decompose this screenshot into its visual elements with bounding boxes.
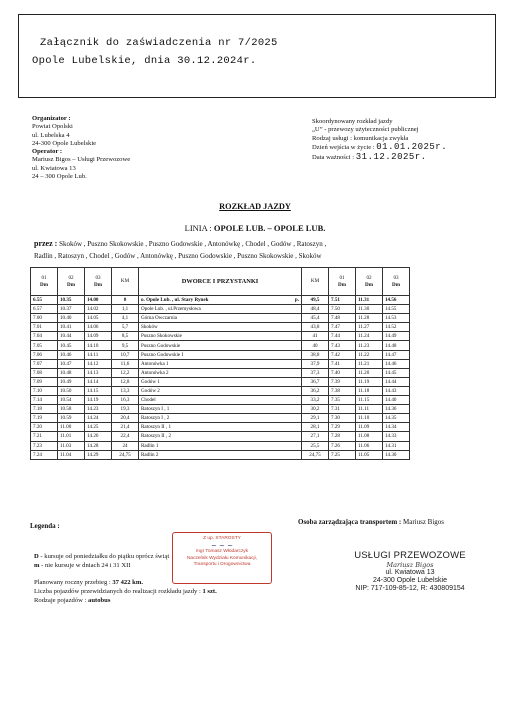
- cell-e: 11.23: [356, 341, 383, 350]
- cell-f: 14.33: [383, 432, 410, 441]
- validity-date-value: 31.12.2025r.: [355, 151, 427, 162]
- cell-km2: 28,1: [302, 423, 329, 432]
- cell-km2: 24,75: [302, 450, 329, 459]
- organizer-line: Powiat Opolski: [32, 123, 73, 131]
- cell-d: 7.39: [329, 377, 356, 386]
- stop-name-text: Puszno Godowskie I: [141, 351, 184, 358]
- cell-c: 14.29: [85, 450, 112, 459]
- table-row: [31, 423, 410, 432]
- stop-name: [139, 414, 302, 423]
- cell-d: 7.48: [329, 314, 356, 323]
- cell-d: 7.28: [329, 432, 356, 441]
- table-row: [31, 305, 410, 314]
- cell-km2: 29,1: [302, 414, 329, 423]
- cell-a: 6.55: [31, 296, 58, 305]
- cell-c: 14.12: [85, 359, 112, 368]
- cell-km2: 36,7: [302, 377, 329, 386]
- cell-km2: 40: [302, 341, 329, 350]
- table-row: [31, 296, 410, 305]
- cell-e: 11.30: [356, 305, 383, 314]
- info-line: Rodzaj usługi : komunikacja zwykła: [312, 134, 409, 142]
- organizer-line: 24-300 Opole Lubelskie: [32, 139, 97, 147]
- code-m-desc: - nie kursuje w dniach 24 i 31 XII: [41, 562, 131, 569]
- cell-f: 14.35: [383, 414, 410, 423]
- stop-name-text: Antonówka 2: [141, 369, 169, 376]
- stop-name: [139, 377, 302, 386]
- info-line: Skoordynowany rozkład jazdy: [312, 118, 393, 125]
- cell-km1: 8,5: [112, 332, 139, 341]
- cell-d: 7.38: [329, 386, 356, 395]
- cell-f: 14.47: [383, 350, 410, 359]
- stop-name: [139, 350, 302, 359]
- cell-a: 7.21: [31, 432, 58, 441]
- cell-km2: 48,4: [302, 305, 329, 314]
- stop-name-text: Górna Owczarnia: [141, 315, 178, 322]
- cell-km1: 24: [112, 441, 139, 450]
- cell-a: 6.57: [31, 305, 58, 314]
- stop-name: [139, 386, 302, 395]
- attachment-place-date: Opole Lubelskie, dnia 30.12.2024r.: [32, 55, 257, 67]
- stop-name-text: Ratoszyn II , 2: [141, 433, 171, 440]
- stop-marker: p.: [294, 297, 299, 304]
- cell-c: 14.00: [85, 296, 112, 305]
- stamp-line: Z up. STAROSTY: [203, 536, 241, 541]
- cell-b: 10.59: [58, 414, 85, 423]
- table-row: [31, 332, 410, 341]
- cell-b: 10.41: [58, 323, 85, 332]
- cell-f: 14.53: [383, 314, 410, 323]
- stop-name: [139, 305, 302, 314]
- cell-b: 10.40: [58, 314, 85, 323]
- table-row: [31, 314, 410, 323]
- cell-d: 7.41: [329, 359, 356, 368]
- cell-b: 11.00: [58, 423, 85, 432]
- cell-b: 10.49: [58, 377, 85, 386]
- cell-km1: 11,6: [112, 359, 139, 368]
- table-row: [31, 386, 410, 395]
- line-heading: [0, 223, 510, 233]
- stop-name-text: Puszno Skokowskie: [141, 333, 182, 340]
- cell-b: 11.04: [58, 450, 85, 459]
- cell-a: 7.00: [31, 314, 58, 323]
- stop-name: [139, 368, 302, 377]
- cell-c: 14.13: [85, 368, 112, 377]
- cell-km1: 16,3: [112, 396, 139, 405]
- timetable-header: [31, 268, 410, 296]
- code-d: D: [34, 553, 39, 560]
- vehicle-count-value: 1 szt.: [202, 588, 217, 595]
- stop-name: [139, 359, 302, 368]
- stop-name-text: Ratoszyn I , 1: [141, 406, 170, 413]
- cell-b: 11.01: [58, 432, 85, 441]
- cell-e: 11.19: [356, 377, 383, 386]
- cell-b: 10.58: [58, 405, 85, 414]
- cell-f: 14.46: [383, 359, 410, 368]
- stamp-signature: Mariusz Bigos: [386, 561, 434, 569]
- stop-name: [139, 396, 302, 405]
- cell-f: 14.43: [383, 386, 410, 395]
- col-km: KM: [112, 268, 139, 296]
- col-km-return: KM: [302, 268, 329, 296]
- cell-d: 7.44: [329, 332, 356, 341]
- cell-d: 7.31: [329, 405, 356, 414]
- stamp-line: Transportu i Drogownictwa: [193, 562, 251, 567]
- cell-d: 7.47: [329, 323, 356, 332]
- cell-d: 7.35: [329, 396, 356, 405]
- stop-name: [139, 432, 302, 441]
- stop-name: [139, 423, 302, 432]
- stop-name-text: Ratoszyn II , 1: [141, 424, 171, 431]
- table-row: [31, 359, 410, 368]
- table-row: [31, 396, 410, 405]
- cell-d: 7.40: [329, 368, 356, 377]
- stop-name: [139, 405, 302, 414]
- cell-e: 11.06: [356, 441, 383, 450]
- cell-c: 14.05: [85, 314, 112, 323]
- line-value: OPOLE LUB. – OPOLE LUB.: [213, 223, 326, 233]
- cell-e: 11.11: [356, 405, 383, 414]
- stop-name-text: Skoków: [141, 324, 158, 331]
- cell-e: 11.15: [356, 396, 383, 405]
- stop-name: [139, 332, 302, 341]
- cell-km1: 10,7: [112, 350, 139, 359]
- cell-c: 14.28: [85, 441, 112, 450]
- stamp-line: mgr Tomasz Włodarczyk: [195, 549, 249, 554]
- cell-a: 7.04: [31, 332, 58, 341]
- cell-e: 11.28: [356, 314, 383, 323]
- stamp-line: ul. Kwiatowa 13: [385, 569, 435, 576]
- starosta-stamp: [172, 532, 272, 584]
- cell-km2: 45,4: [302, 314, 329, 323]
- cell-b: 10.47: [58, 359, 85, 368]
- cell-km1: 13,3: [112, 386, 139, 395]
- stamp-line: Naczelnik Wydziału Komunikacji,: [186, 555, 258, 561]
- effective-date-value: 01.01.2025r.: [376, 142, 448, 153]
- operator-line: Mariusz Bigos – Usługi Przewozowe: [32, 156, 131, 164]
- operator-line: 24 – 300 Opole Lub.: [32, 173, 87, 181]
- table-row: [31, 432, 410, 441]
- cell-km1: 12,2: [112, 368, 139, 377]
- cell-b: 10.35: [58, 296, 85, 305]
- cell-km1: 1,1: [112, 305, 139, 314]
- col-01: 01 Dm: [31, 268, 58, 296]
- col-r03: 03 Dm: [383, 268, 410, 296]
- operator-label: Operator :: [32, 148, 63, 156]
- table-row: [31, 341, 410, 350]
- stop-name-text: Ratoszyn I , 2: [141, 415, 170, 422]
- cell-b: 10.48: [58, 368, 85, 377]
- col-03: 03 Dm: [85, 268, 112, 296]
- stop-name-text: Chodel: [141, 397, 156, 404]
- cell-c: 14.25: [85, 423, 112, 432]
- cell-km2: 37,3: [302, 368, 329, 377]
- stop-name: [139, 323, 302, 332]
- stop-name-text: o. Opole Lub. , ul. Stary Rynek: [141, 297, 209, 304]
- cell-c: 14.15: [85, 386, 112, 395]
- timetable: [30, 267, 410, 460]
- cell-b: 10.50: [58, 386, 85, 395]
- table-row: [31, 405, 410, 414]
- cell-d: 7.29: [329, 423, 356, 432]
- cell-km2: 37,9: [302, 359, 329, 368]
- cell-e: 11.05: [356, 450, 383, 459]
- cell-km2: 38,8: [302, 350, 329, 359]
- cell-e: 11.22: [356, 350, 383, 359]
- cell-c: 14.11: [85, 350, 112, 359]
- stop-name-text: Radlin 1: [141, 442, 159, 449]
- page-title: ROZKŁAD JAZDY: [219, 202, 291, 211]
- cell-a: 7.08: [31, 368, 58, 377]
- cell-f: 14.31: [383, 441, 410, 450]
- cell-km2: 27,1: [302, 432, 329, 441]
- table-row: [31, 414, 410, 423]
- code-d-desc: - kursuje od poniedziałku do piątku oprócz świąt: [40, 553, 170, 560]
- organizer-block: [32, 115, 130, 181]
- cell-a: 7.14: [31, 396, 58, 405]
- cell-a: 7.09: [31, 377, 58, 386]
- vehicle-type-label: Rodzaje pojazdów :: [34, 597, 87, 604]
- cell-km1: 24,75: [112, 450, 139, 459]
- validity-date-label: Data ważności :: [312, 153, 355, 161]
- cell-f: 14.30: [383, 450, 410, 459]
- transport-manager-name: Mariusz Bigos: [402, 518, 445, 526]
- table-row: [31, 441, 410, 450]
- cell-km2: 49,5: [302, 296, 329, 305]
- cell-c: 14.02: [85, 305, 112, 314]
- cell-a: 7.19: [31, 414, 58, 423]
- annual-mileage-value: 37 422 km.: [112, 579, 143, 586]
- cell-e: 11.09: [356, 423, 383, 432]
- cell-f: 14.49: [383, 332, 410, 341]
- cell-d: 7.42: [329, 350, 356, 359]
- cell-e: 11.08: [356, 432, 383, 441]
- cell-d: 7.30: [329, 414, 356, 423]
- cell-a: 7.10: [31, 386, 58, 395]
- legend-codes: [34, 552, 169, 570]
- vehicle-count-label: Liczba pojazdów przewidzianych do realizacji rozkładu jazdy :: [34, 588, 201, 595]
- table-row: [31, 368, 410, 377]
- cell-a: 7.23: [31, 441, 58, 450]
- cell-d: 7.43: [329, 341, 356, 350]
- table-row: [31, 350, 410, 359]
- info-line: „U” - przewozy użyteczności publicznej: [312, 126, 419, 134]
- cell-f: 14.52: [383, 323, 410, 332]
- col-stops: DWORCE I PRZYSTANKI: [139, 268, 302, 296]
- cell-e: 11.10: [356, 414, 383, 423]
- cell-km1: 0: [112, 296, 139, 305]
- stop-name-text: Godów 1: [141, 378, 160, 385]
- operator-line: ul. Kwiatowa 13: [32, 164, 76, 172]
- via-text-2: Radlin , Ratoszyn , Chodel , Godów , Antonówkę , Puszno Godowskie , Puszno Skokowskie , Skoków: [34, 252, 322, 260]
- cell-e: 11.18: [356, 386, 383, 395]
- cell-f: 14.40: [383, 396, 410, 405]
- cell-b: 11.03: [58, 441, 85, 450]
- schedule-info-block: [312, 118, 447, 162]
- table-row: [31, 323, 410, 332]
- via-label: przez :: [34, 239, 58, 248]
- cell-km1: 21,4: [112, 423, 139, 432]
- signature-mark: ~ ~ ~: [210, 541, 234, 550]
- cell-a: 7.24: [31, 450, 58, 459]
- stop-name: [139, 296, 302, 305]
- cell-km1: 22,4: [112, 432, 139, 441]
- col-r01: 01 Dm: [329, 268, 356, 296]
- cell-b: 10.45: [58, 341, 85, 350]
- route-via: [34, 238, 484, 262]
- cell-e: 11.21: [356, 359, 383, 368]
- cell-km2: 25,5: [302, 441, 329, 450]
- cell-km2: 41: [302, 332, 329, 341]
- cell-a: 7.18: [31, 405, 58, 414]
- cell-f: 14.34: [383, 423, 410, 432]
- cell-a: 7.07: [31, 359, 58, 368]
- transport-manager-label: Osoba zarządzająca transportem :: [298, 518, 402, 526]
- cell-e: 11.24: [356, 332, 383, 341]
- cell-c: 14.14: [85, 377, 112, 386]
- cell-c: 14.26: [85, 432, 112, 441]
- cell-c: 14.19: [85, 396, 112, 405]
- stop-name: [139, 341, 302, 350]
- cell-c: 14.24: [85, 414, 112, 423]
- stamp-line: NIP: 717-109-85-12, R: 430809154: [355, 585, 465, 592]
- cell-d: 7.50: [329, 305, 356, 314]
- cell-km2: 36,2: [302, 386, 329, 395]
- col-r02: 02 Dm: [356, 268, 383, 296]
- cell-c: 14.10: [85, 341, 112, 350]
- cell-c: 14.09: [85, 332, 112, 341]
- stop-name-text: Puszno Godowskie: [141, 342, 181, 349]
- cell-km2: 43,8: [302, 323, 329, 332]
- transport-manager: [298, 518, 444, 526]
- attachment-title: Załącznik do zaświadczenia nr 7/2025: [40, 37, 278, 49]
- stop-name: [139, 450, 302, 459]
- cell-f: 14.36: [383, 405, 410, 414]
- stamp-line: 24-300 Opole Lubelskie: [373, 577, 447, 584]
- cell-km2: 33,2: [302, 396, 329, 405]
- cell-f: 14.48: [383, 341, 410, 350]
- cell-b: 10.54: [58, 396, 85, 405]
- cell-b: 10.44: [58, 332, 85, 341]
- cell-a: 7.05: [31, 341, 58, 350]
- cell-e: 11.31: [356, 296, 383, 305]
- line-label: LINIA :: [184, 223, 212, 233]
- cell-f: 14.56: [383, 296, 410, 305]
- cell-b: 10.37: [58, 305, 85, 314]
- annual-mileage-label: Planowany roczny przebieg :: [34, 579, 111, 586]
- stop-name-text: Antonówka 1: [141, 360, 169, 367]
- organizer-line: ul. Lubelska 4: [32, 131, 70, 139]
- cell-km1: 5,7: [112, 323, 139, 332]
- legend-label: Legenda :: [30, 522, 60, 530]
- stop-name-text: Godów 2: [141, 387, 160, 394]
- cell-km1: 9,5: [112, 341, 139, 350]
- cell-a: 7.01: [31, 323, 58, 332]
- cell-a: 7.06: [31, 350, 58, 359]
- cell-c: 14.23: [85, 405, 112, 414]
- table-row: [31, 377, 410, 386]
- stop-name-text: Opole Lub. , ul.Przemysłowa: [141, 306, 201, 313]
- operator-stamp: [354, 550, 466, 593]
- cell-e: 11.27: [356, 323, 383, 332]
- vehicle-type-value: autobus: [88, 597, 111, 604]
- stop-name-text: Radlin 2: [141, 451, 159, 458]
- cell-f: 14.45: [383, 368, 410, 377]
- cell-km1: 12,8: [112, 377, 139, 386]
- cell-km1: 4,1: [112, 314, 139, 323]
- cell-km1: 19,3: [112, 405, 139, 414]
- effective-date-label: Dzień wejścia w życie :: [312, 144, 375, 152]
- stop-name: [139, 314, 302, 323]
- via-text-1: Skoków , Puszno Skokowskie , Puszno Godowskie , Antonówkę , Chodel , Godów , Ratoszyn ,: [59, 240, 327, 248]
- stop-name: [139, 441, 302, 450]
- cell-e: 11.20: [356, 368, 383, 377]
- code-m: m: [34, 562, 40, 569]
- stamp-line: USŁUGI PRZEWOZOWE: [354, 550, 466, 561]
- cell-b: 10.46: [58, 350, 85, 359]
- organizer-label: Organizator :: [32, 115, 71, 122]
- cell-d: 7.26: [329, 441, 356, 450]
- table-row: [31, 450, 410, 459]
- col-02: 02 Dm: [58, 268, 85, 296]
- cell-d: 7.51: [329, 296, 356, 305]
- cell-c: 14.06: [85, 323, 112, 332]
- cell-km2: 30,2: [302, 405, 329, 414]
- cell-d: 7.25: [329, 450, 356, 459]
- cell-f: 14.55: [383, 305, 410, 314]
- cell-km1: 20,4: [112, 414, 139, 423]
- cell-a: 7.20: [31, 423, 58, 432]
- cell-f: 14.44: [383, 377, 410, 386]
